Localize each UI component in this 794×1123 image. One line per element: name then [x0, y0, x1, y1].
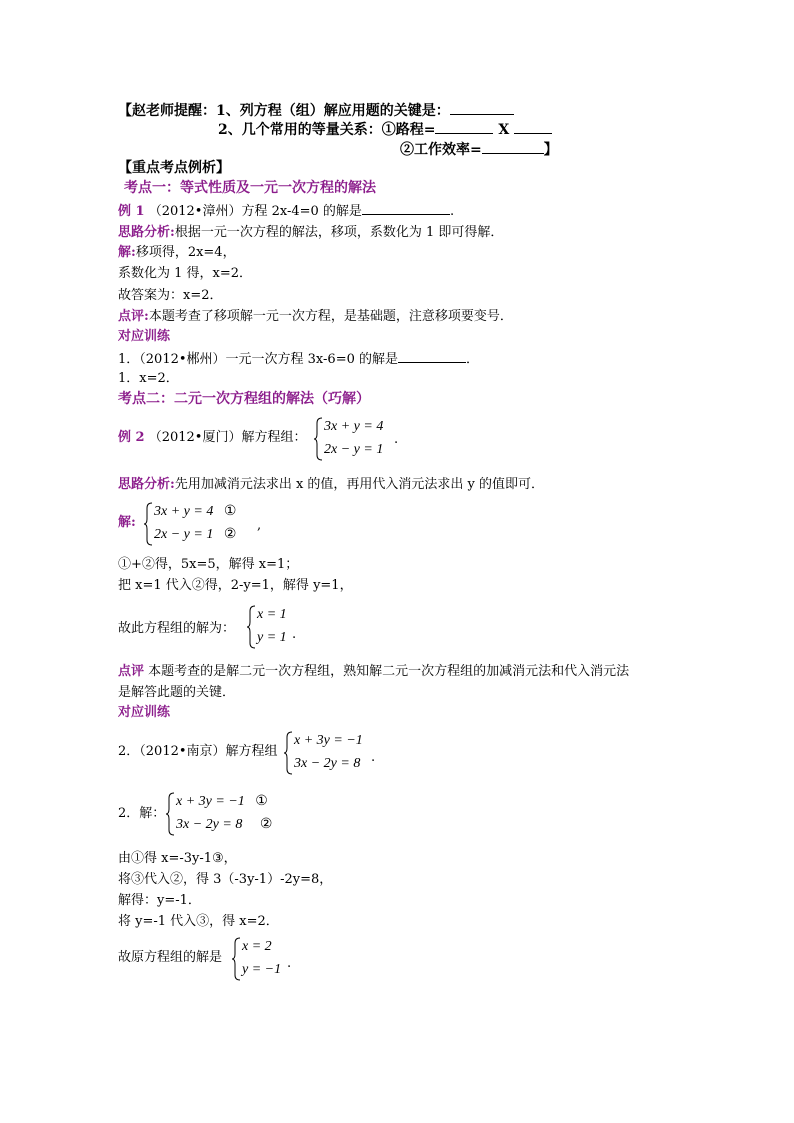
circle-1-mark: ① [223, 504, 237, 519]
example1-blank [362, 201, 450, 215]
example2-comment-2: 是解答此题的关键． [118, 685, 236, 700]
training-2-step-1: 由①得 x=-3y-1③， [118, 851, 237, 866]
example2: 例 2 （2012•厦门）解方程组： [118, 430, 307, 445]
training-2-step-3: 解得：y=-1． [118, 893, 201, 908]
circle-2-mark: ② [259, 817, 273, 832]
section-title: 【重点考点例析】 [118, 160, 230, 176]
blank-distance-1 [435, 120, 493, 134]
system-d-eq1: x + 3y = −1 [294, 733, 363, 748]
example1-solution: 解:移项得，2x=4， [118, 245, 236, 260]
training-label-1: 对应训练 [118, 329, 171, 344]
brace-icon [232, 937, 242, 981]
training-1-answer: 1．x=2． [118, 371, 179, 386]
system-b-eq1: 3x + y = 4 [154, 504, 214, 519]
example2-analysis: 思路分析:先用加减消元法求出 x 的值，再用代入消元法求出 y 的值即可． [118, 477, 545, 492]
system-f [232, 937, 302, 981]
system-d-period: . [371, 750, 376, 765]
training-2-step-4: 将 y=-1 代入③，得 x=2． [118, 914, 279, 929]
system-b [144, 502, 264, 546]
brace-icon [314, 417, 324, 461]
training-2-step-5: 故原方程组的解是 [118, 950, 223, 965]
example2-step-3: 故此方程组的解为： [118, 621, 236, 636]
reminder-line-1: 【赵老师提醒：1、列方程（组）解应用题的关键是： [118, 101, 514, 120]
brace-icon [284, 731, 294, 775]
system-f-period: . [287, 956, 292, 971]
circle-2-mark: ② [223, 527, 237, 542]
training-2: 2．（2012•南京）解方程组 [118, 744, 278, 759]
example1-solution-3: 故答案为：x=2． [118, 288, 223, 303]
reminder-line-3: ②工作效率= 】 [400, 142, 558, 158]
system-c-eq1: x = 1 [257, 607, 287, 622]
training-2-answer: 2．解： [118, 806, 166, 821]
system-c-period: . [292, 627, 297, 642]
example1-analysis: 思路分析:根据一元一次方程的解法，移项，系数化为 1 即可得解． [118, 225, 504, 240]
example1-comment: 点评:本题考查了移项解一元一次方程，是基础题，注意移项要变号． [118, 309, 513, 324]
example2-solution-label: 解: [118, 515, 136, 530]
example2-comment: 点评 本题考查的是解二元一次方程组，熟知解二元一次方程组的加减消元法和代入消元法 [118, 664, 630, 679]
blank-distance-2 [514, 120, 552, 134]
example2-step-1: ①+②得，5x=5，解得 x=1； [118, 557, 299, 572]
brace-icon [144, 502, 154, 546]
system-b-eq2: 2x − y = 1 [154, 527, 214, 542]
system-d-eq2: 3x − 2y = 8 [294, 756, 361, 771]
reminder-line-2: 2、几个常用的等量关系：①路程= X [218, 120, 552, 139]
blank-key [450, 101, 514, 115]
system-b-comma: , [257, 518, 262, 533]
system-a-eq1: 3x + y = 4 [324, 419, 384, 434]
brace-icon [166, 792, 176, 836]
system-e [166, 792, 306, 836]
system-e-eq2: 3x − 2y = 8 [176, 817, 243, 832]
system-a-eq2: 2x − y = 1 [324, 442, 384, 457]
circle-1-mark: ① [255, 794, 268, 809]
brace-icon [247, 605, 257, 649]
system-c [247, 605, 307, 649]
system-f-eq1: x = 2 [242, 939, 272, 954]
training-label-2: 对应训练 [118, 705, 171, 720]
training-2-step-2: 将③代入②，得 3（-3y-1）-2y=8， [118, 872, 333, 887]
example1-solution-2: 系数化为 1 得，x=2． [118, 266, 253, 281]
example1: 例 1 （2012•漳州）方程 2x-4=0 的解是 . [118, 201, 454, 221]
system-a [314, 417, 404, 461]
system-c-eq2: y = 1 [257, 630, 287, 645]
example2-period: . [394, 432, 399, 447]
system-f-eq2: y = −1 [242, 962, 282, 977]
system-e-eq1: x + 3y = −1 [176, 794, 245, 809]
point2-title: 考点二：二元一次方程组的解法（巧解） [118, 391, 370, 407]
training-1-blank [398, 349, 466, 363]
blank-efficiency [482, 140, 544, 154]
training-1: 1．（2012•郴州）一元一次方程 3x-6=0 的解是 ． [118, 349, 479, 369]
system-d [284, 731, 384, 775]
example2-step-2: 把 x=1 代入②得，2-y=1，解得 y=1， [118, 578, 353, 593]
point1-title: 考点一：等式性质及一元一次方程的解法 [124, 180, 376, 196]
